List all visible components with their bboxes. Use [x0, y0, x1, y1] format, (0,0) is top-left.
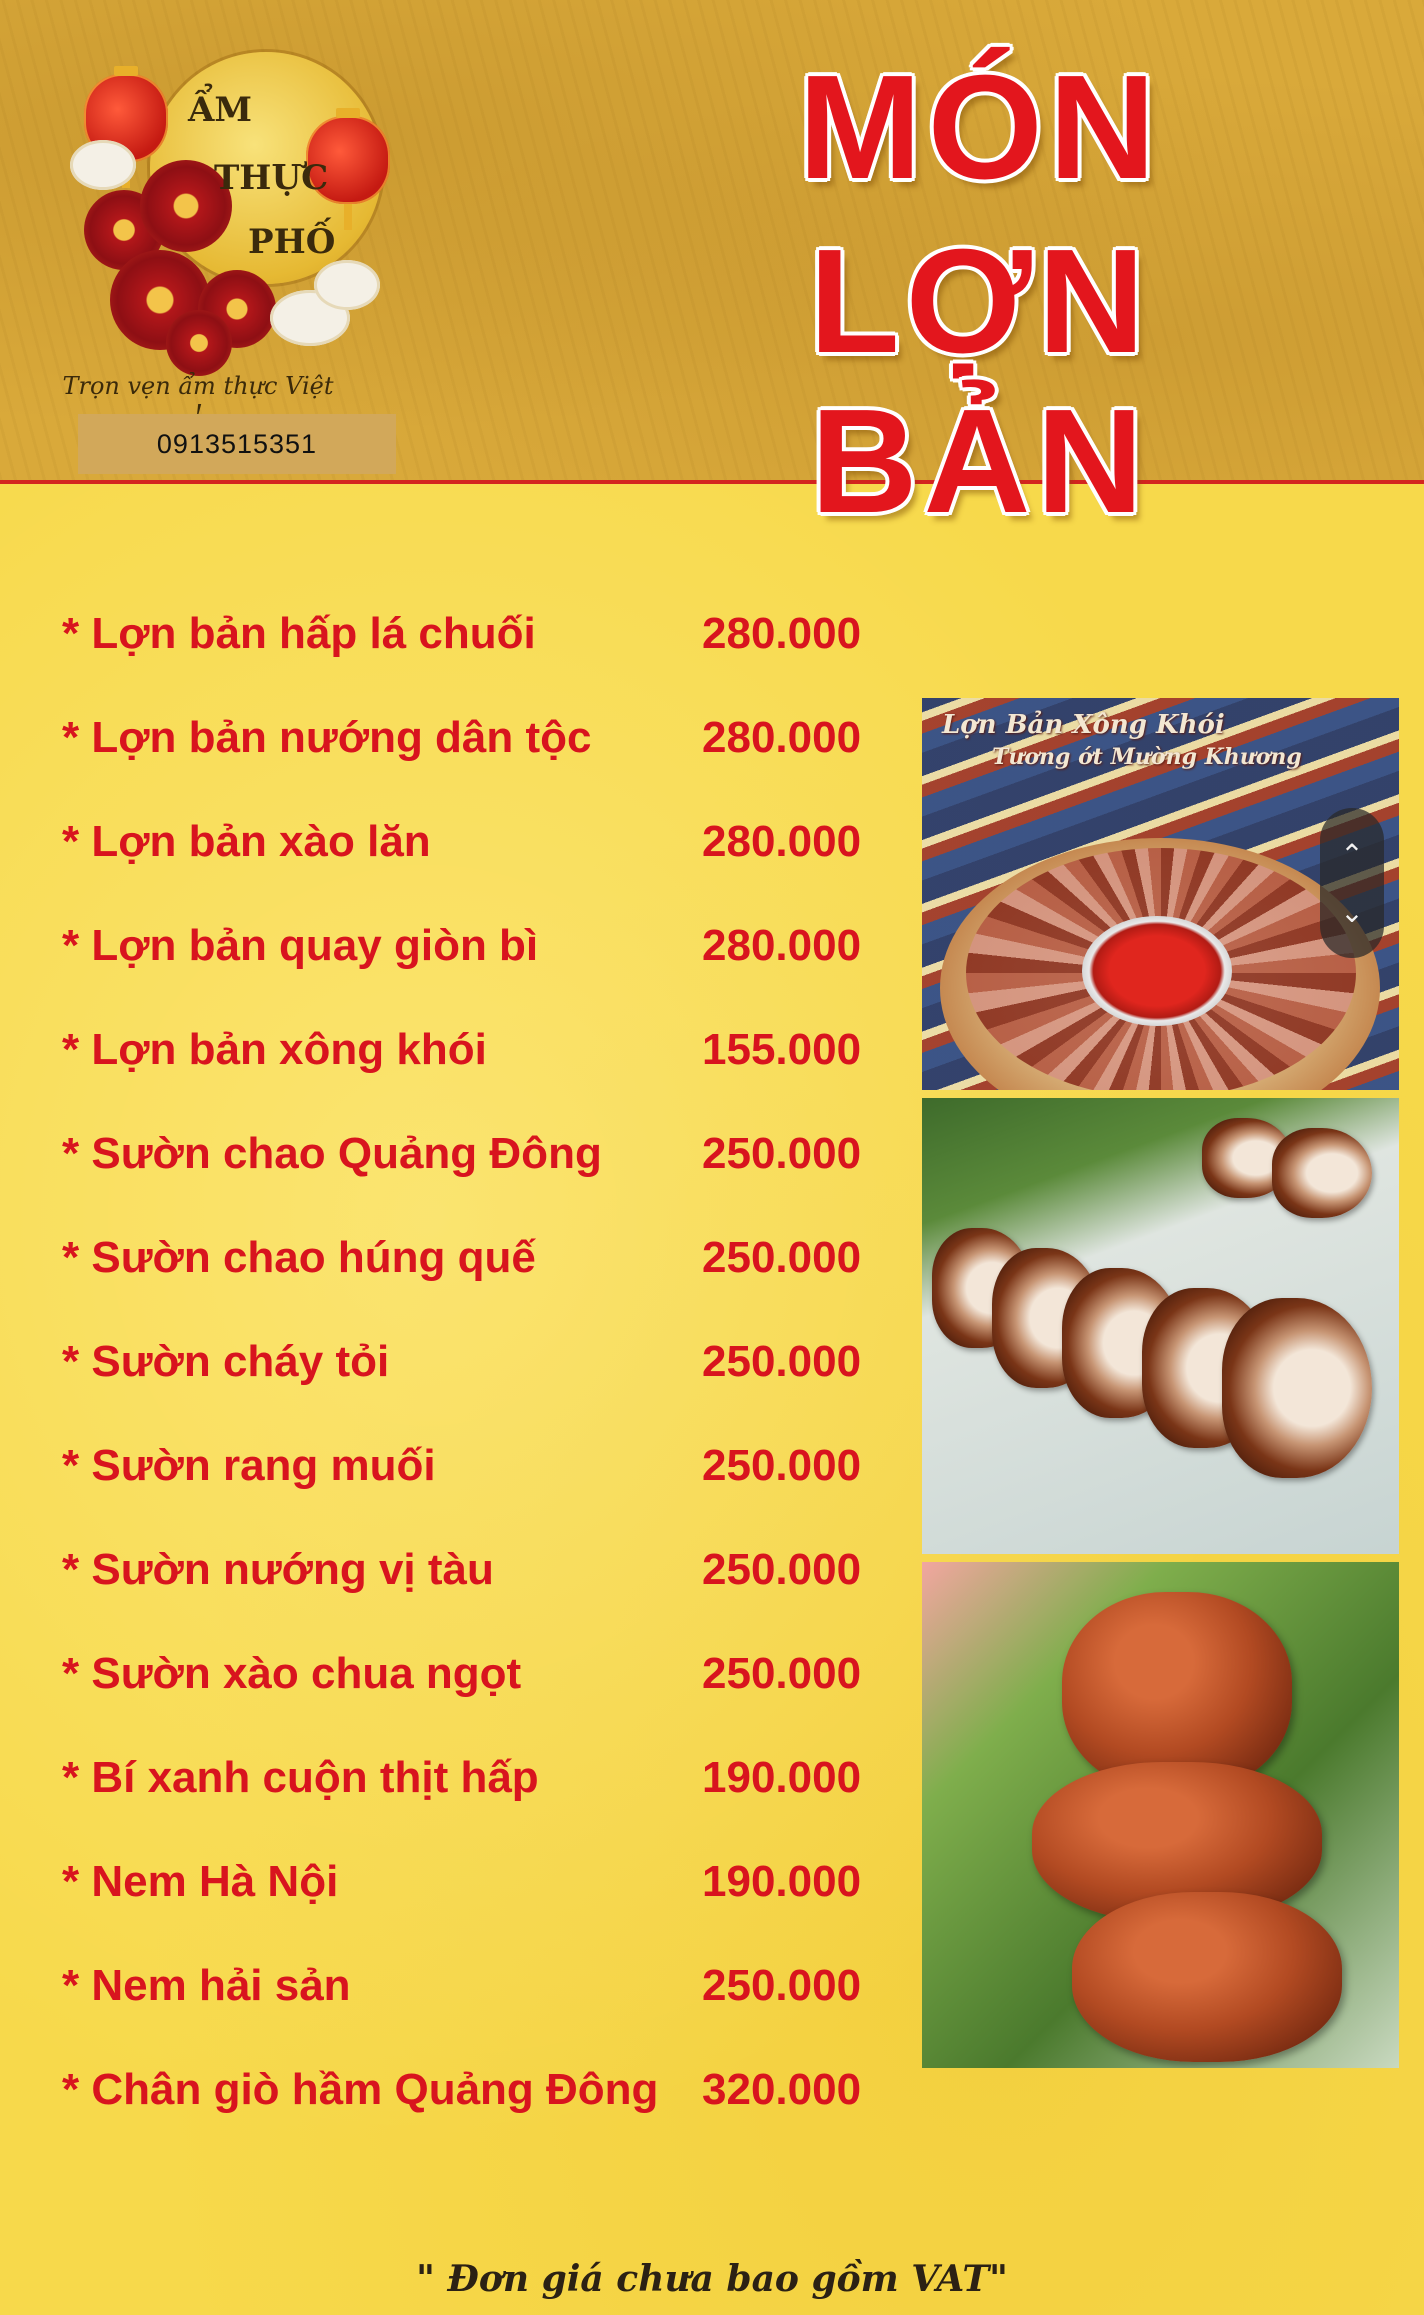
menu-item-name: * Lợn bản xông khói [62, 1025, 487, 1074]
menu-item-name: * Sườn chao Quảng Đông [62, 1129, 602, 1178]
page-title-line2: LỢN BẢN [809, 219, 1151, 544]
menu-item-name: * Lợn bản quay giòn bì [62, 921, 539, 970]
menu-item-price: 280.000 [702, 921, 862, 970]
phone-box [78, 414, 396, 474]
cloud-icon [314, 260, 380, 310]
menu-item-price: 250.000 [702, 1961, 862, 2010]
menu-item-price: 250.000 [702, 1649, 862, 1698]
menu-item [62, 1540, 902, 1600]
menu-item-name: * Lợn bản xào lăn [62, 817, 431, 866]
logo-word-thuc: THỰC [214, 158, 329, 198]
menu-item [62, 1436, 902, 1496]
menu-item [62, 1124, 902, 1184]
cloud-icon [70, 140, 136, 190]
chili-sauce-image [1082, 916, 1232, 1026]
menu-item-price: 250.000 [702, 1441, 862, 1490]
photo-caption: Lợn Bản Xông Khói [942, 710, 1225, 740]
menu-item-name: * Sườn xào chua ngọt [62, 1649, 522, 1698]
menu-item-name: * Nem hải sản [62, 1961, 351, 2010]
photo-braised-trotters [922, 1562, 1399, 2068]
menu-item [62, 1852, 902, 1912]
menu-item-price: 250.000 [702, 1233, 862, 1282]
menu-item [62, 604, 902, 664]
pork-roll-slice-image [1272, 1128, 1372, 1218]
menu-item-price: 280.000 [702, 609, 862, 658]
menu-item [62, 1644, 902, 1704]
page-title-line1: MÓN [798, 45, 1162, 210]
logo-word-pho: PHỐ [248, 222, 336, 262]
menu-item-name: * Chân giò hầm Quảng Đông [62, 2065, 659, 2114]
phone-number[interactable]: 0913515351 [156, 428, 318, 459]
menu-item [62, 916, 902, 976]
menu-item [62, 1748, 902, 1808]
logo-word-am: ẨM [188, 90, 253, 130]
menu-item-name: * Sườn cháy tỏi [62, 1337, 390, 1386]
menu-item-price: 280.000 [702, 817, 862, 866]
chevron-up-icon[interactable]: ⌃ [1340, 837, 1364, 871]
menu-item [62, 812, 902, 872]
scroll-control [1320, 808, 1384, 958]
menu-item-name: * Lợn bản nướng dân tộc [62, 713, 592, 762]
menu-item-price: 250.000 [702, 1129, 862, 1178]
chevron-down-icon[interactable]: ⌄ [1340, 895, 1364, 929]
menu-item-price: 190.000 [702, 1857, 862, 1906]
pork-roll-slice-image [1222, 1298, 1372, 1478]
menu-item-price: 190.000 [702, 1753, 862, 1802]
flower-icon [166, 310, 232, 376]
photo-rolled-pork [922, 1098, 1399, 1554]
menu-item [62, 1956, 902, 2016]
menu-item-name: * Sườn chao húng quế [62, 1233, 536, 1282]
menu-item [62, 2060, 902, 2120]
menu-item-price: 280.000 [702, 713, 862, 762]
menu-item-name: * Lợn bản hấp lá chuối [62, 609, 536, 658]
menu-item-price: 155.000 [702, 1025, 862, 1074]
tagline: Trọn vẹn ẩm thực Việt [62, 372, 334, 400]
menu-item [62, 1332, 902, 1392]
vat-note: " Đơn giá chưa bao gồm VAT" [416, 2258, 1008, 2300]
menu-item-name: * Sườn nướng vị tàu [62, 1545, 494, 1594]
menu-item-name: * Nem Hà Nội [62, 1857, 339, 1906]
menu-item [62, 1228, 902, 1288]
menu-item-price: 320.000 [702, 2065, 862, 2114]
menu-item [62, 708, 902, 768]
photo-subcaption: Tương ớt Mường Khương [992, 744, 1302, 770]
menu-item-price: 250.000 [702, 1545, 862, 1594]
menu-item [62, 1020, 902, 1080]
pork-trotter-image [1072, 1892, 1342, 2062]
menu-item-name: * Bí xanh cuộn thịt hấp [62, 1753, 539, 1802]
menu-item-price: 250.000 [702, 1337, 862, 1386]
menu-item-name: * Sườn rang muối [62, 1441, 436, 1490]
